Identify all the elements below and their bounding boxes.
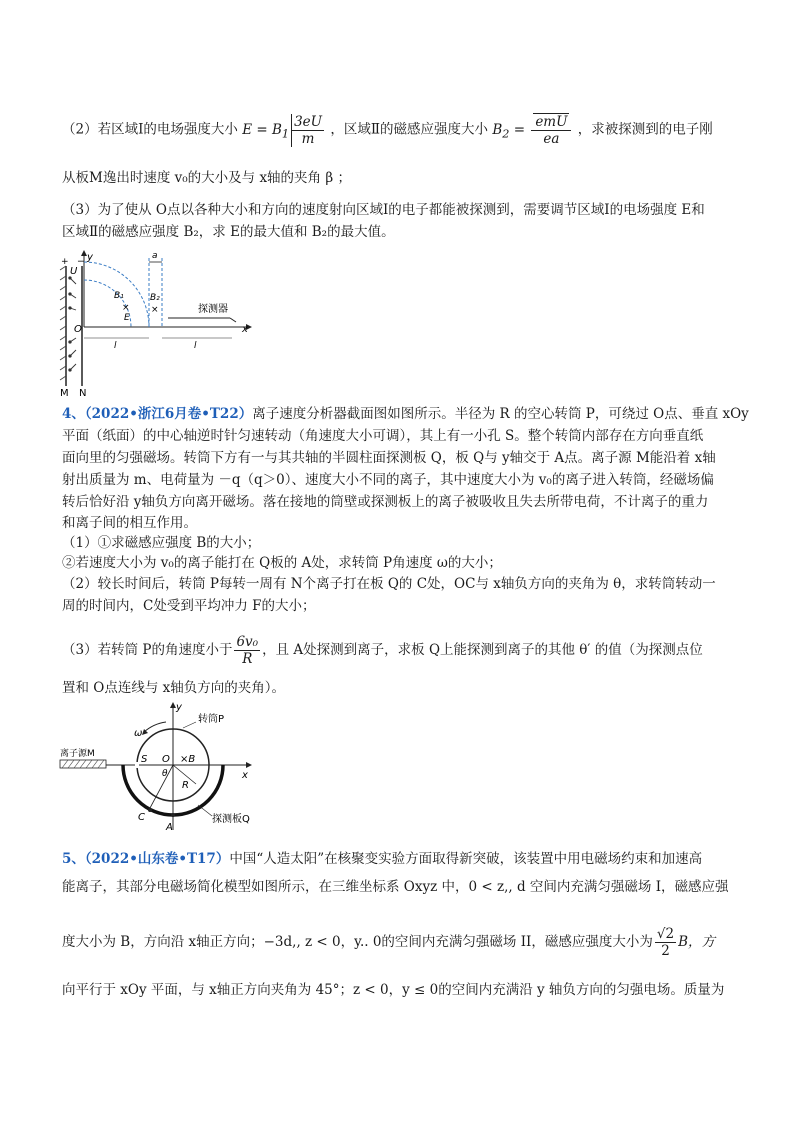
fig1-l2-label: l (194, 341, 197, 351)
q3-part3-line1: （3）为了使从 O点以各种大小和方向的速度射向区域Ⅰ的电子都能被探测到，需要调节区域Ⅰ的电场强度 E和 (62, 202, 705, 218)
q4-part1b: ②若速度大小为 v₀的离子能打在 Q板的 A处，求转筒 P角速度 ω的大小； (62, 555, 502, 571)
q4-line2: 平面（纸面）的中心轴逆时针匀速转动（角速度大小可调），其上有一小孔 S。整个转筒内部存在方向垂直纸 (62, 428, 704, 444)
fig1-M-label: M (60, 388, 69, 399)
fig2-R-label: R (182, 780, 189, 791)
b2-fraction: $\frac{\text{emU}}{ea}$ (531, 113, 571, 147)
q4-line6: 和离子间的相互作用。 (62, 515, 197, 531)
root2-over-2-fraction: $\frac{√2}{2}$ (656, 926, 675, 959)
fig1-U-label: U (70, 266, 78, 277)
q5-line3: 度大小为 B，方向沿 x轴正方向；−3d,, z < 0，y.. 0的空间内充满匀强磁场 II，磁感应强度大小为 $\frac{√2}{2}$ B，方 (62, 926, 716, 959)
q5-line2: 能离子，其部分电磁场简化模型如图所示，在三维坐标系 Oxyz 中，0 < z,, d 空间内充满匀强磁场 I，磁感应强 (62, 879, 729, 895)
q5-line4: 向平行于 xOy 平面，与 x轴正方向夹角为 45°；z < 0，y ≤ 0的空间内充满沿 y 轴负方向的匀强电场。质量为 (62, 982, 725, 998)
fig1-plus: + (61, 257, 69, 267)
q3-part3-line2: 区域Ⅱ的磁感应强度 B₂，求 E的最大值和 B₂的最大值。 (62, 224, 395, 240)
q5-line1: 5、（2022•山东卷•T17）中国“人造太阳”在核聚变实验方面取得新突破，该装置中用电磁场约束和加速高 (62, 851, 703, 867)
q4-part3c: 置和 O点连线与 x轴负方向的夹角）。 (62, 680, 286, 696)
fig2-A-label: A (166, 822, 173, 833)
q4-line3: 面向里的匀强磁场。转筒下方有一与其共轴的半圆柱面探测板 Q，板 Q与 y轴交于 A点。离子源 M能沿着 x轴 (62, 450, 716, 466)
fig1-B2-label: B₂ (150, 293, 160, 303)
fig2-omega-label: ω (134, 728, 143, 739)
b2-equation: $B_2$ = (492, 121, 530, 141)
q3-part2-line2: 从板M逸出时速度 v₀的大小及与 x轴的夹角 β ； (62, 170, 351, 186)
q4-part1a: （1）①求磁感应强度 B的大小； (62, 535, 261, 551)
fig1-minus: − (77, 257, 85, 267)
fig2-Q-label: 探测板Q (212, 814, 250, 825)
fig1-l1-label: l (114, 341, 117, 351)
figure-ion-velocity-analyzer (58, 700, 258, 835)
fig2-x-label: x (242, 770, 248, 781)
fig2-source-label: 离子源M (60, 749, 95, 759)
svg-text:×: × (151, 305, 159, 315)
q3-part2-line1: （2）若区域Ⅰ的电场强度大小 $E = B_1$ $\frac{3eU}{m}$ ，区域Ⅱ的磁感应强度大小 $B_2$ = $\frac{\text{emU}}{ea}$ ，求被探测到的电子刚 (62, 113, 713, 147)
fig1-a-label: a (152, 251, 158, 261)
figure-electron-detector (58, 248, 258, 400)
omega-limit-fraction: $\frac{\text{6v₀}}{R}$ (236, 634, 259, 667)
fig1-detector-label: 探测器 (198, 304, 228, 315)
fig1-E-label: E (124, 313, 130, 323)
fig2-B-label: ×B (180, 754, 196, 765)
fig2-theta-label: θ (162, 769, 168, 779)
q4-part2b: 周的时间内，C处受到平均冲力 F的大小； (62, 598, 316, 614)
fig1-O-label: O (74, 324, 82, 335)
fig2-y-label: y (176, 702, 182, 713)
e-sqrt-fraction: $\frac{3eU}{m}$ (291, 114, 324, 147)
svg-text:×: × (122, 303, 130, 313)
e-equation: $E = B_1$ (242, 121, 290, 141)
q4-part3a: （3）若转筒 P的角速度小于 $\frac{\text{6v₀}}{R}$ ，且 A处探测到离子，求板 Q上能探测到离子的其他 θ′ 的值（为探测点位 (62, 634, 703, 667)
q4-line1: 4、（2022•浙江6月卷•T22）离子速度分析器截面图如图所示。半径为 R 的空心转筒 P，可绕过 O点、垂直 xOy (62, 406, 749, 422)
fig2-O-label: O (162, 754, 170, 765)
q4-line4: 射出质量为 m、电荷量为 －q（q＞0）、速度大小不同的离子，其中速度大小为 v₀的离子进入转筒，经磁场偏 (62, 472, 714, 488)
q4-part2a: （2）较长时间后，转筒 P每转一周有 N个离子打在板 Q的 C处，OC与 x轴负方向的夹角为 θ，求转筒转动一 (62, 576, 716, 592)
fig2-S-label: S (141, 754, 148, 765)
q4-line5: 转后恰好沿 y轴负方向离开磁场。落在接地的筒壁或探测板上的离子被吸收且失去所带电荷，不计离子的重力 (62, 494, 709, 510)
fig1-N-label: N (79, 388, 87, 399)
fig1-x-label: x (242, 324, 248, 335)
fig2-C-label: C (138, 812, 145, 823)
fig2-P-label: 转筒P (198, 714, 225, 725)
fig1-B1-label: B₁ (114, 291, 124, 301)
fig1-y-label: y (87, 252, 93, 263)
